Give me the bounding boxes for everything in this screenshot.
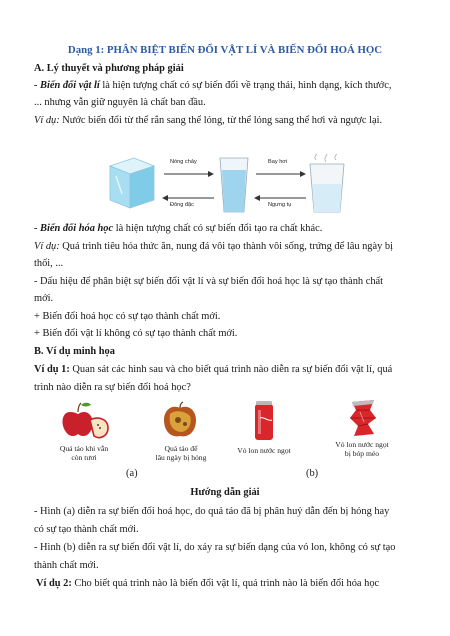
rotten-apple-image	[160, 400, 200, 440]
melt-label: Nóng chảy	[170, 159, 197, 165]
chemical-sign: + Biến đổi hoá học có sự tạo thành chất mới.	[34, 311, 221, 322]
freeze-arrow-icon	[162, 195, 214, 201]
example1-label: Ví dụ 1:	[34, 364, 70, 375]
section-title: Dạng 1: PHÂN BIỆT BIẾN ĐỔI VẬT LÍ VÀ BIẾN ĐỔI HOÁ HỌC	[67, 44, 383, 56]
example2-text: Cho biết quá trình nào là biến đổi vật lí, quá trình nào là biến đổi hóa học	[71, 578, 380, 589]
fresh-apple-image	[60, 398, 112, 440]
rotten-apple-caption-line2: lâu ngày bị hỏng	[155, 453, 207, 462]
physical-definition-text: là hiện tượng chất có sự biến đổi về trạng thái, hình dạng, kích thước,	[99, 80, 392, 91]
physical-example	[34, 114, 424, 127]
fresh-apple-caption-line1: Quả táo khi vẫn	[59, 444, 109, 453]
solution-b-cont: thành chất mới.	[34, 560, 99, 571]
soda-can-icon	[255, 401, 273, 440]
example-label: Ví dụ:	[34, 241, 60, 252]
example2-label: Ví dụ 2:	[36, 578, 72, 589]
freeze-label: Đông đặc	[170, 202, 194, 208]
condense-arrow-icon	[254, 195, 306, 201]
water-states-graphic	[104, 154, 354, 216]
steam-glass-icon	[310, 154, 344, 212]
example1-text: Quan sát các hình sau và cho biết quá trình nào diễn ra sự biến đổi vật lí, quá	[69, 364, 393, 375]
example1-question	[34, 363, 424, 376]
melt-arrow-icon	[164, 171, 214, 177]
example-label: Ví dụ:	[34, 115, 60, 126]
water-glass-icon	[220, 158, 248, 212]
ice-cube-icon	[110, 158, 154, 208]
crushed-can-caption-line2: bị bóp méo	[344, 449, 380, 458]
crushed-can-icon	[350, 400, 376, 436]
condense-label: Ngưng tụ	[268, 202, 292, 208]
fresh-apple-icon	[63, 403, 108, 438]
intact-can-image	[252, 400, 276, 442]
physical-example-text: Nước biến đổi từ thể rắn sang thể lỏng, từ thể lỏng sang thể hơi và ngược lại.	[59, 115, 383, 126]
rotten-apple-icon	[164, 402, 196, 436]
physical-definition-cont: ... nhưng vẫn giữ nguyên là chất ban đầu.	[34, 97, 206, 108]
chemical-definition	[34, 222, 424, 235]
rotten-apple-caption	[146, 444, 216, 462]
physical-sign: + Biến đổi vật lí không có sự tạo thành chất mới.	[34, 328, 238, 339]
crushed-can-caption-line1: Vỏ lon nước ngọt	[335, 440, 389, 449]
water-states-illustration	[104, 154, 354, 216]
crushed-can-caption	[322, 440, 402, 458]
distinguish-sign-cont: mới.	[34, 293, 54, 304]
distinguish-sign: - Dấu hiệu để phân biệt sự biến đổi vật lí và sự biến đổi hoá học là sự tạo thành chất	[34, 276, 384, 287]
evaporate-label: Bay hơi	[268, 159, 288, 165]
chemical-example	[34, 240, 424, 253]
rotten-apple-caption-line1: Quả táo để	[164, 444, 198, 453]
solution-a: - Hình (a) diễn ra sự biến đổi hoá học, do quả táo đã bị phân huỷ dẫn đến bị hỏng hay	[34, 506, 390, 517]
chemical-example-cont: thối, ...	[34, 258, 64, 269]
chemical-term: - Biến đổi hóa học	[34, 223, 114, 234]
figure-label-b: (b)	[306, 468, 319, 479]
solution-a-cont: có sự tạo thành chất mới.	[34, 524, 139, 535]
chemical-definition-text: là hiện tượng chất có sự biến đổi tạo ra chất khác.	[113, 223, 323, 234]
evaporate-arrow-icon	[256, 171, 306, 177]
solution-heading: Hướng dẫn giải	[190, 487, 260, 498]
crushed-can-image	[346, 398, 380, 438]
physical-definition	[34, 79, 424, 92]
intact-can-caption: Vỏ lon nước ngọt	[237, 446, 291, 455]
heading-theory: A. Lý thuyết và phương pháp giải	[34, 63, 184, 74]
chemical-example-text: Quá trình tiêu hóa thức ăn, nung đá vôi tạo thành vôi sống, trứng để lâu ngày bị	[59, 241, 393, 252]
solution-b: - Hình (b) diễn ra sự biến đổi vật lí, do xảy ra sự biến dạng của vỏ lon, không có sự tạo	[34, 542, 396, 553]
figure-label-a: (a)	[126, 468, 138, 479]
example2-question	[36, 577, 426, 590]
physical-term: - Biến đổi vật lí	[34, 80, 100, 91]
fresh-apple-caption	[52, 444, 116, 462]
heading-examples: B. Ví dụ minh họa	[34, 346, 115, 357]
example1-question-cont: trình nào diễn ra sự biến đổi hoá học?	[34, 382, 191, 393]
fresh-apple-caption-line2: còn tươi	[71, 453, 97, 462]
